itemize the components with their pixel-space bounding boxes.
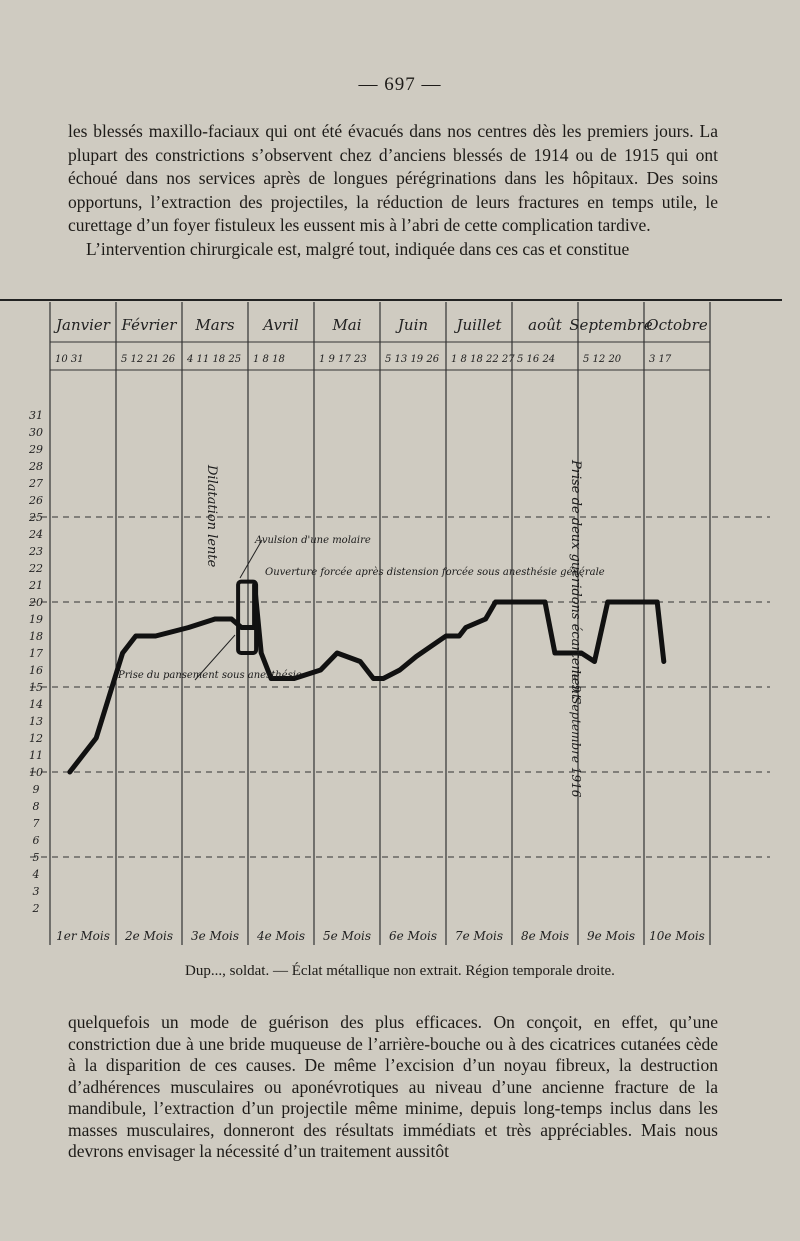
- text-block-top: [68, 120, 718, 261]
- paragraph-1: les blessés maxillo-faciaux qui ont été évacués dans nos centres dès les premiers jours. La plupart des constrictions s’observent chez d’anciens blessés de 1914 ou de 1915 qui ont échoué dans nos services après de longues pérégrinations dans les hôpitaux. Des soins opportuns, l’extraction des projectiles, la réduction de leurs fractures en temps utile, le curettage d’un foyer fistuleux les eussent mis à l’abri de cette complication tardive.: [68, 121, 718, 235]
- data-point: [493, 600, 497, 604]
- data-point: [120, 651, 124, 655]
- y-tick-label: 16: [29, 664, 43, 677]
- data-point: [68, 770, 72, 774]
- day-label: 1 9 17 23: [319, 354, 367, 365]
- annotation-vertical-april: Dilatation lente: [204, 465, 219, 568]
- y-tick-label: 10: [29, 766, 43, 779]
- annotation-pansement: Prise du pansement sous anesthésie: [118, 670, 302, 681]
- figure-caption: Dup..., soldat. — Éclat métallique non extrait. Région temporale droite.: [185, 963, 615, 979]
- bottom-month-label: 10e Mois: [649, 929, 705, 943]
- day-label: 4 11 18 25: [187, 354, 242, 365]
- data-point: [543, 600, 547, 604]
- y-tick-label: 6: [32, 834, 40, 847]
- chart: [0, 290, 800, 960]
- data-point: [655, 600, 659, 604]
- day-label: 1 8 18 22 27: [451, 354, 515, 365]
- bottom-month-label: 7e Mois: [454, 929, 504, 943]
- month-label: Mai: [332, 316, 362, 334]
- bottom-month-label: 6e Mois: [388, 929, 438, 943]
- y-tick-label: 28: [29, 460, 43, 473]
- y-tick-label: 13: [29, 715, 43, 728]
- data-point: [483, 617, 487, 621]
- data-point: [444, 634, 448, 638]
- y-tick-label: 19: [29, 613, 43, 626]
- y-tick-label: 29: [29, 443, 43, 456]
- y-tick-label: 5: [32, 851, 40, 864]
- y-tick-label: 11: [29, 749, 43, 762]
- month-label: août: [528, 316, 562, 334]
- bottom-month-label: 5e Mois: [322, 929, 372, 943]
- grid-layer: [0, 300, 782, 945]
- y-tick-label: 12: [29, 732, 43, 745]
- data-point: [358, 659, 362, 663]
- y-tick-label: 7: [32, 817, 40, 830]
- day-label: 5 13 19 26: [385, 354, 440, 365]
- y-tick-label: 25: [29, 511, 43, 524]
- month-label: Janvier: [56, 316, 110, 334]
- y-tick-label: 23: [29, 545, 43, 558]
- data-point: [229, 617, 233, 621]
- bottom-month-label: 2e Mois: [124, 929, 174, 943]
- day-label: 1 8 18: [253, 354, 285, 365]
- annotation-vertical-september: Prise de deux guéridons écartement: [568, 460, 583, 700]
- data-point: [553, 651, 557, 655]
- data-point: [371, 676, 375, 680]
- paragraph-2: L’intervention chirurgicale est, malgré tout, indiquée dans ces cas et constitue: [86, 238, 630, 259]
- annotation-molaire: Avulsion d'une molaire: [255, 535, 371, 546]
- y-tick-label: 21: [29, 579, 43, 592]
- data-point: [259, 651, 263, 655]
- day-label: 5 12 20: [583, 354, 622, 365]
- data-point: [592, 659, 596, 663]
- annotation-leader-2: [240, 540, 262, 578]
- month-label: Février: [121, 316, 177, 334]
- day-label: 5 12 21 26: [121, 354, 176, 365]
- data-point: [619, 600, 623, 604]
- data-point: [134, 634, 138, 638]
- page-number: — 697 —: [358, 74, 442, 95]
- month-label: Octobre: [646, 316, 708, 334]
- y-tick-label: 30: [29, 426, 43, 439]
- month-label: Juin: [397, 316, 429, 334]
- y-tick-label: 8: [32, 800, 40, 813]
- bottom-month-label: 8e Mois: [520, 929, 570, 943]
- y-tick-label: 27: [29, 477, 43, 490]
- month-label: Juillet: [456, 316, 502, 334]
- annotation-ouverture: Ouverture forcée après distension forcée sous anesthésie générale: [265, 567, 605, 578]
- annotation-date-september: le 9 Septembre 1916: [569, 670, 583, 798]
- y-tick-label: 15: [29, 681, 43, 694]
- month-label: Septembre: [569, 316, 653, 334]
- bottom-month-label: 3e Mois: [190, 929, 240, 943]
- data-point: [186, 625, 190, 629]
- chart-svg: [0, 290, 800, 960]
- text-block-bottom: [68, 1012, 718, 1163]
- data-point: [414, 654, 418, 658]
- data-point: [318, 668, 322, 672]
- data-point: [153, 634, 157, 638]
- y-tick-label: 3: [32, 885, 40, 898]
- label-layer: [28, 316, 708, 943]
- y-tick-label: 31: [29, 409, 43, 422]
- data-point: [94, 736, 98, 740]
- data-point: [398, 668, 402, 672]
- bottom-month-label: 4e Mois: [256, 929, 306, 943]
- y-tick-label: 9: [32, 783, 40, 796]
- day-label: 10 31: [55, 354, 84, 365]
- data-point: [662, 659, 666, 663]
- y-tick-label: 14: [29, 698, 43, 711]
- data-point: [335, 651, 339, 655]
- paragraph-3: quelquefois un mode de guérison des plus efficaces. On conçoit, en effet, qu’une constriction due à une bride muqueuse de l’arrière-bouche ou à des cicatrices cutanées cède à la disparition de ces causes. De même l’excision d’un noyau fibreux, la destruction d’adhérences musculaires ou aponévrotiques au niveau d’une ancienne fracture de la mandibule, l’extraction d’un projectile même minime, depuis long-temps inclus dans les masses musculaires, donneront des résultats immédiats et très appréciables. Mais nous devrons envisager la nécessité d’un traitement aussitôt: [68, 1012, 718, 1161]
- bottom-month-label: 9e Mois: [586, 929, 636, 943]
- month-label: Mars: [195, 316, 235, 334]
- data-point: [516, 600, 520, 604]
- y-tick-label: 20: [29, 596, 43, 609]
- y-tick-label: 18: [29, 630, 43, 643]
- data-point: [213, 617, 217, 621]
- data-point: [606, 600, 610, 604]
- y-tick-label: 26: [29, 494, 43, 507]
- y-tick-label: 22: [29, 562, 43, 575]
- month-label: Avril: [263, 316, 299, 334]
- y-tick-label: 4: [32, 868, 40, 881]
- y-tick-label: 2: [32, 902, 40, 915]
- data-point: [381, 676, 385, 680]
- y-tick-label: 17: [29, 647, 43, 660]
- data-point: [457, 634, 461, 638]
- data-point: [464, 625, 468, 629]
- day-label: 5 16 24: [517, 354, 556, 365]
- bottom-month-label: 1er Mois: [56, 929, 110, 943]
- day-label: 3 17: [649, 354, 672, 365]
- data-point: [629, 600, 633, 604]
- y-tick-label: 24: [29, 528, 43, 541]
